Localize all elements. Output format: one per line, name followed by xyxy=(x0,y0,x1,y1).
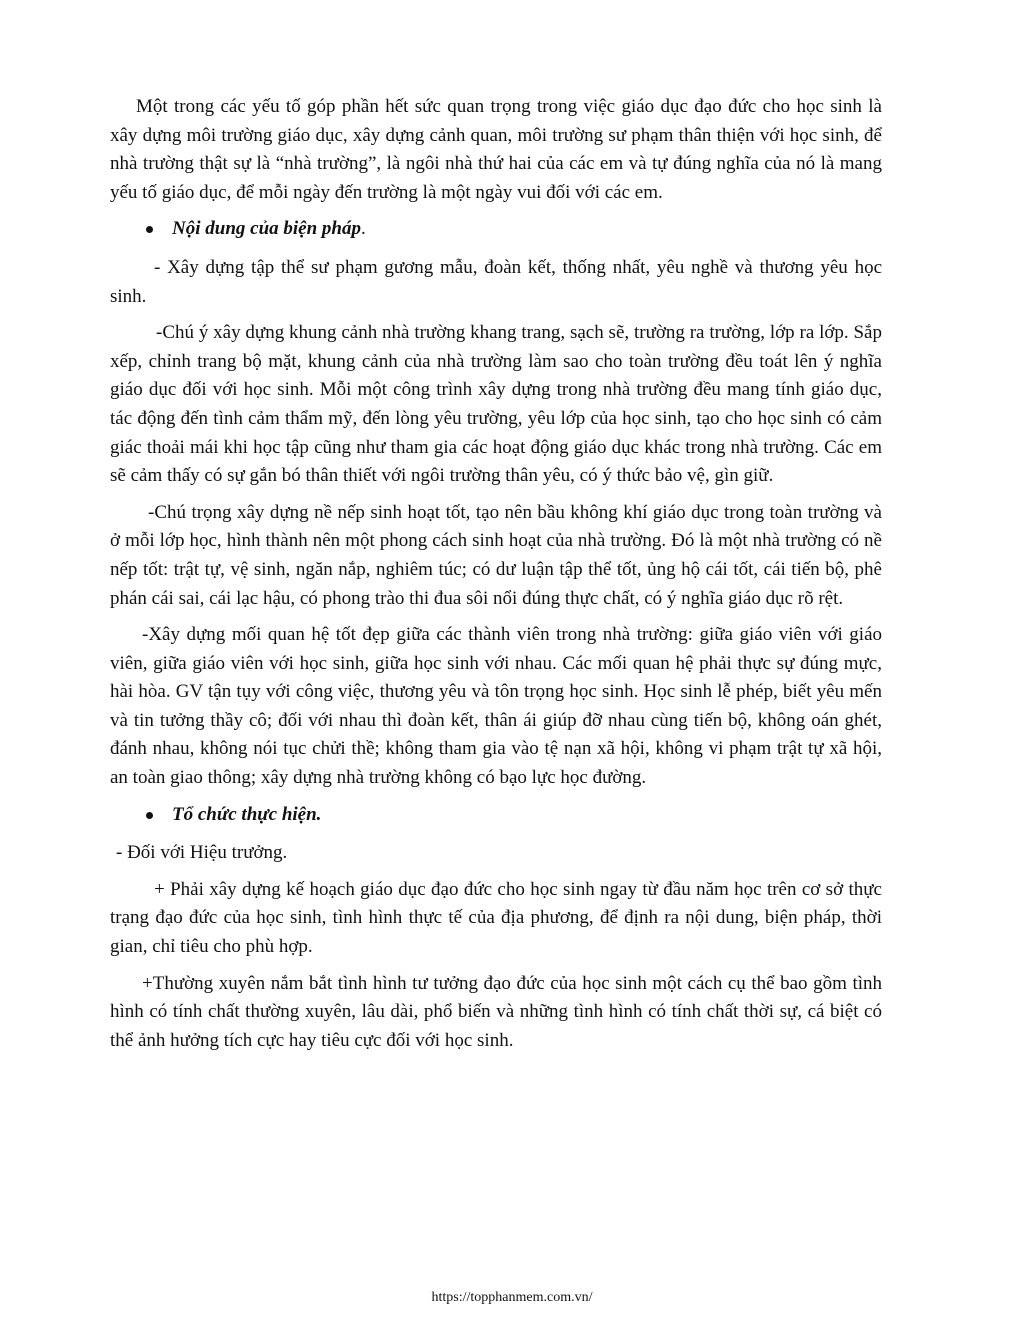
footer-url: https://topphanmem.com.vn/ xyxy=(431,1290,593,1305)
bullet-icon xyxy=(146,812,153,819)
paragraph-moi-quan-he: -Xây dựng mối quan hệ tốt đẹp giữa các thành viên trong nhà trường: giữa giáo viên với giáo viên, giữa giáo viên với học sinh, giữa học sinh với nhau. Các mối quan hệ phải thực sự đúng mực, hài hòa. GV tận tụy với công việc, thương yêu và tôn trọng học sinh. Học sinh lễ phép, biết yêu mến và tin tưởng thầy cô; đối với nhau thì đoàn kết, thân ái giúp đỡ nhau cùng tiến bộ, không oán ghét, đánh nhau, không nói tục chửi thề; không tham gia vào tệ nạn xã hội, không vi phạm trật tự xã hội, an toàn giao thông; xây dựng nhà trường không có bạo lực học đường. xyxy=(110,624,882,789)
heading-noi-dung-period: . xyxy=(360,218,366,240)
paragraph-ne-nep: -Chú trọng xây dựng nề nếp sinh hoạt tốt, tạo nên bầu không khí giáo dục trong toàn trường và ở mỗi lớp học, hình thành nên một phong cách sinh hoạt của nhà trường. Đó là một nhà trường có nề nếp tốt: trật tự, vệ sinh, ngăn nắp, nghiêm túc; có dư luận tập thể tốt, ủng hộ cái tốt, cái tiến bộ, phê phán cái sai, cái lạc hậu, có phong trào thi đua sôi nổi đúng thực chất, có ý nghĩa giáo dục rõ rệt. xyxy=(110,501,882,609)
heading-to-chuc-text: Tổ chức thực hiện. xyxy=(172,803,322,825)
document-page xyxy=(110,93,882,1063)
heading-to-chuc xyxy=(110,801,882,830)
paragraph-ke-hoach: + Phải xây dựng kế hoạch giáo dục đạo đức cho học sinh ngay từ đầu năm học trên cơ sở thực trạng đạo đức của học sinh, tình hình thực tế của địa phương, để định ra nội dung, biện pháp, thời gian, chỉ tiêu cho phù hợp. xyxy=(110,878,882,958)
paragraph-hieu-truong: - Đối với Hiệu trưởng. xyxy=(116,842,288,864)
heading-noi-dung xyxy=(110,215,882,244)
paragraph-khung-canh: -Chú ý xây dựng khung cảnh nhà trường khang trang, sạch sẽ, trường ra trường, lớp ra lớp. Sắp xếp, chỉnh trang bộ mặt, khung cảnh của nhà trường làm sao cho toàn trường đều toát lên ý nghĩa giáo dục đối với học sinh. Mỗi một công trình xây dựng trong nhà trường đều mang tính giáo dục, tác động đến tình cảm thẩm mỹ, đến lòng yêu trường, yêu lớp của học sinh, tạo cho học sinh có cảm giác thoải mái khi học tập cũng như tham gia các hoạt động giáo dục khác trong nhà trường. Các em sẽ cảm thấy có sự gắn bó thân thiết với ngôi trường thân yêu, có ý thức bảo vệ, gìn giữ. xyxy=(110,322,882,487)
paragraph-tap-the: - Xây dựng tập thể sư phạm gương mẫu, đoàn kết, thống nhất, yêu nghề và thương yêu học sinh. xyxy=(110,256,882,307)
heading-noi-dung-text: Nội dung của biện pháp xyxy=(172,218,361,240)
bullet-icon xyxy=(146,226,153,233)
paragraph-intro: Một trong các yếu tố góp phần hết sức quan trọng trong việc giáo dục đạo đức cho học sinh là xây dựng môi trường giáo dục, xây dựng cảnh quan, môi trường sư phạm thân thiện với học sinh, để nhà trường thật sự là “nhà trường”, là ngôi nhà thứ hai của các em và tự đúng nghĩa của nó là mang yếu tố giáo dục, để mỗi ngày đến trường là một ngày vui đối với các em. xyxy=(110,96,882,203)
paragraph-nam-bat: +Thường xuyên nắm bắt tình hình tư tưởng đạo đức của học sinh một cách cụ thể bao gồm tình hình có tính chất thường xuyên, lâu dài, phổ biến và những tình hình có tính chất thời sự, cá biệt có thể ảnh hưởng tích cực hay tiêu cực đối với học sinh. xyxy=(110,972,882,1051)
